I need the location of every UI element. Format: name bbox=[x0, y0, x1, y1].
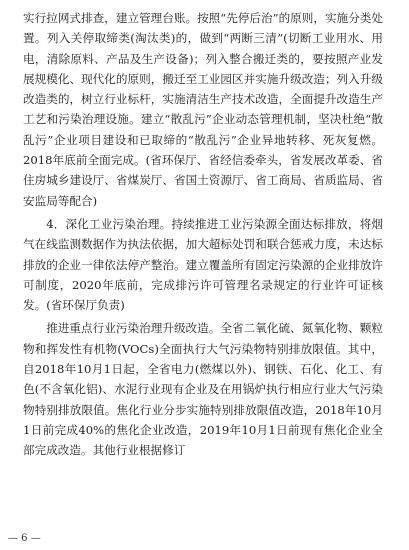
paragraph-industrial-pollution: 4．深化工业污染治理。持续推进工业污染源全面达标排放，将烟气在线监测数据作为执法依据，加大超标处罚和联合惩戒力度，未达标排放的企业一律依法停产整治。建立覆盖所有固定污染源的企业排放许可制度，2020年底前，完成排污许可管理名录规定的行业许可证核发。(省环保厅负责) bbox=[23, 216, 383, 313]
page-number: — 6 — bbox=[8, 533, 41, 544]
paragraph-key-industries: 推进重点行业污染治理升级改造。全省二氧化硫、氮氧化物、颗粒物和挥发性有机物(VOCs)全面执行大气污染物特别排放限值。其中，自2018年10月1日起，全省电力(燃煤以外)、钢铁、石化、化工、有色(不含氧化铝)、水泥行业现有企业及在用锅炉执行相应行业大气污染物特别排放限值。焦化行业分步实施特别排放限值改造，2018年10月1日前完成40%的焦化企业改造，2019年10月1日前现有焦化企业全部完成改造。其他行业根据修订 bbox=[23, 321, 383, 458]
paragraph-continued: 实行拉网式排查，建立管理台账。按照“先停后治”的原则，实施分类处置。列入关停取缔类(淘汰类)的，做到“两断三清”(切断工业用水、用电，清除原料、产品及生产设备)；列入整合搬迁类的，要按照产业发展规模化、现代化的原则，搬迁至工业园区并实施升级改造；列入升级改造类的，树立行业标杆，实施清洁生产技术改造，全面提升改造生产工艺和污染治理设施。建立“散乱污”企业动态管理机制，坚决杜绝“散乱污”企业项目建设和已取缔的“散乱污”企业异地转移、死灰复燃。2018年底前全面完成。(省环保厅、省经信委牵头，省发展改革委、省住房城乡建设厅、省煤炭厅、省国土资源厅、省工商局、省质监局、省安监局等配合) bbox=[23, 11, 383, 208]
